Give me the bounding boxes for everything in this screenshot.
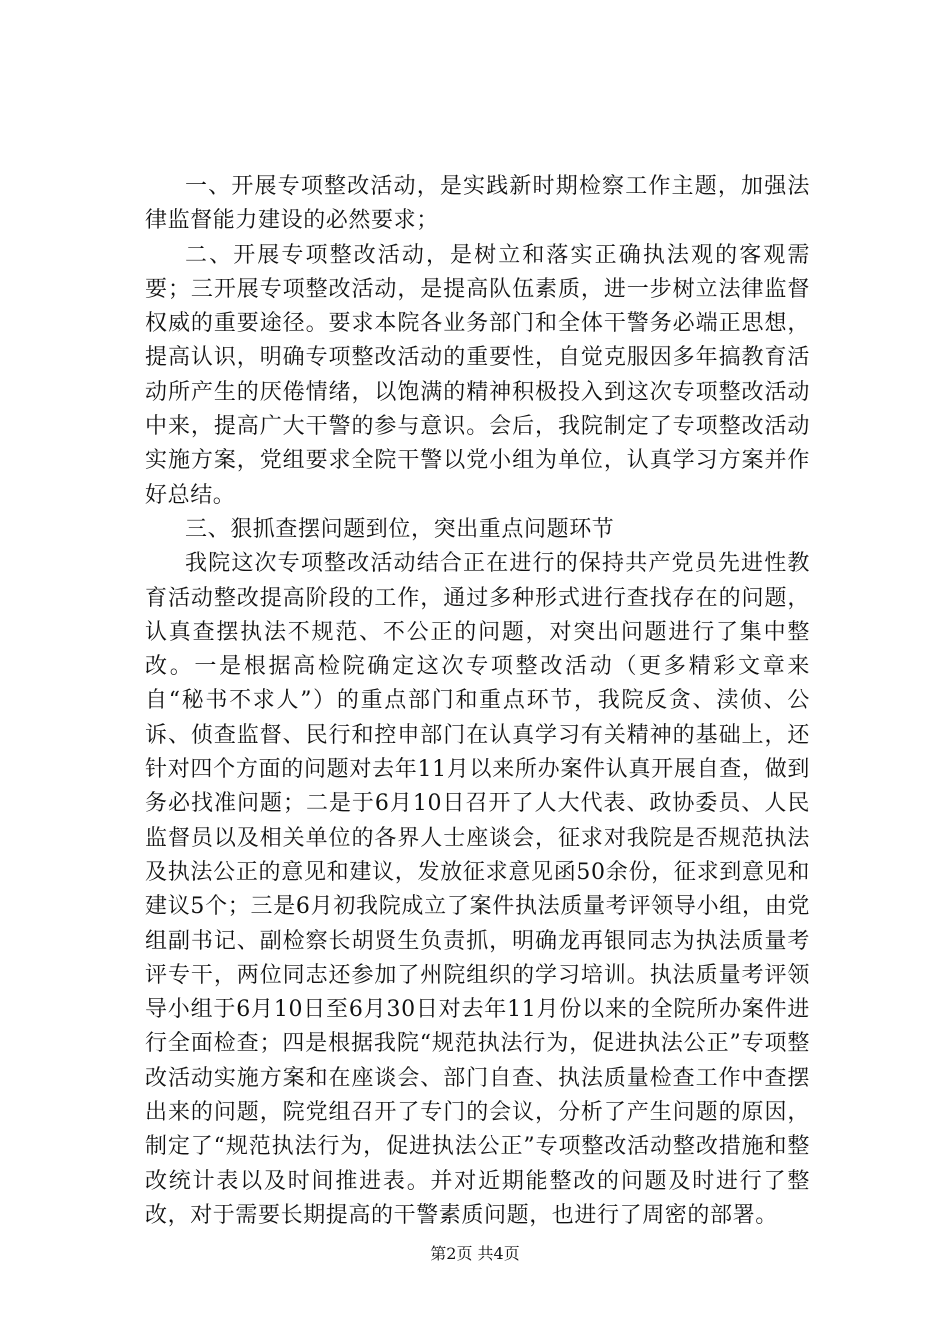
- paragraph-1: 一、开展专项整改活动，是实践新时期检察工作主题，加强法律监督能力建设的必然要求；: [145, 174, 810, 234]
- paragraph-2: 二、开展专项整改活动，是树立和落实正确执法观的客观需要；三开展专项整改活动，是提高队伍素质，进一步树立法律监督权威的重要途径。要求本院各业务部门和全体干警务必端正思想，提高认识，明确专项整改活动的重要性，自觉克服因多年搞教育活动所产生的厌倦情绪，以饱满的精神积极投入到这次专项整改活动中来，提高广大干警的参与意识。会后，我院制定了专项整改活动实施方案，党组要求全院干警以党小组为单位，认真学习方案并作好总结。: [145, 242, 810, 508]
- document-body: [145, 170, 810, 1233]
- section-heading: 三、狠抓查摆问题到位，突出重点问题环节: [185, 516, 615, 542]
- paragraph-3: 我院这次专项整改活动结合正在进行的保持共产党员先进性教育活动整改提高阶段的工作，通过多种形式进行查找存在的问题，认真查摆执法不规范、不公正的问题，对突出问题进行了集中整改。一是根据高检院确定这次专项整改活动（更多精彩文章来自“秘书不求人”）的重点部门和重点环节，我院反贪、渎侦、公诉、侦查监督、民行和控申部门在认真学习有关精神的基础上，还针对四个方面的问题对去年11月以来所办案件认真开展自查，做到务必找准问题；二是于6月10日召开了人大代表、政协委员、人民监督员以及相关单位的各界人士座谈会，征求对我院是否规范执法及执法公正的意见和建议，发放征求意见函50余份，征求到意见和建议5个；三是6月初我院成立了案件执法质量考评领导小组，由党组副书记、副检察长胡贤生负责抓，明确龙再银同志为执法质量考评专干，两位同志还参加了州院组织的学习培训。执法质量考评领导小组于6月10日至6月30日对去年11月份以来的全院所办案件进行全面检查；四是根据我院“规范执法行为，促进执法公正”专项整改活动实施方案和在座谈会、部门自查、执法质量检查工作中查摆出来的问题，院党组召开了专门的会议，分析了产生问题的原因，制定了“规范执法行为，促进执法公正”专项整改活动整改措施和整改统计表以及时间推进表。并对近期能整改的问题及时进行了整改，对于需要长期提高的干警素质问题，也进行了周密的部署。: [145, 551, 810, 1228]
- page-number-footer: 第2页 共4页: [430, 1244, 520, 1263]
